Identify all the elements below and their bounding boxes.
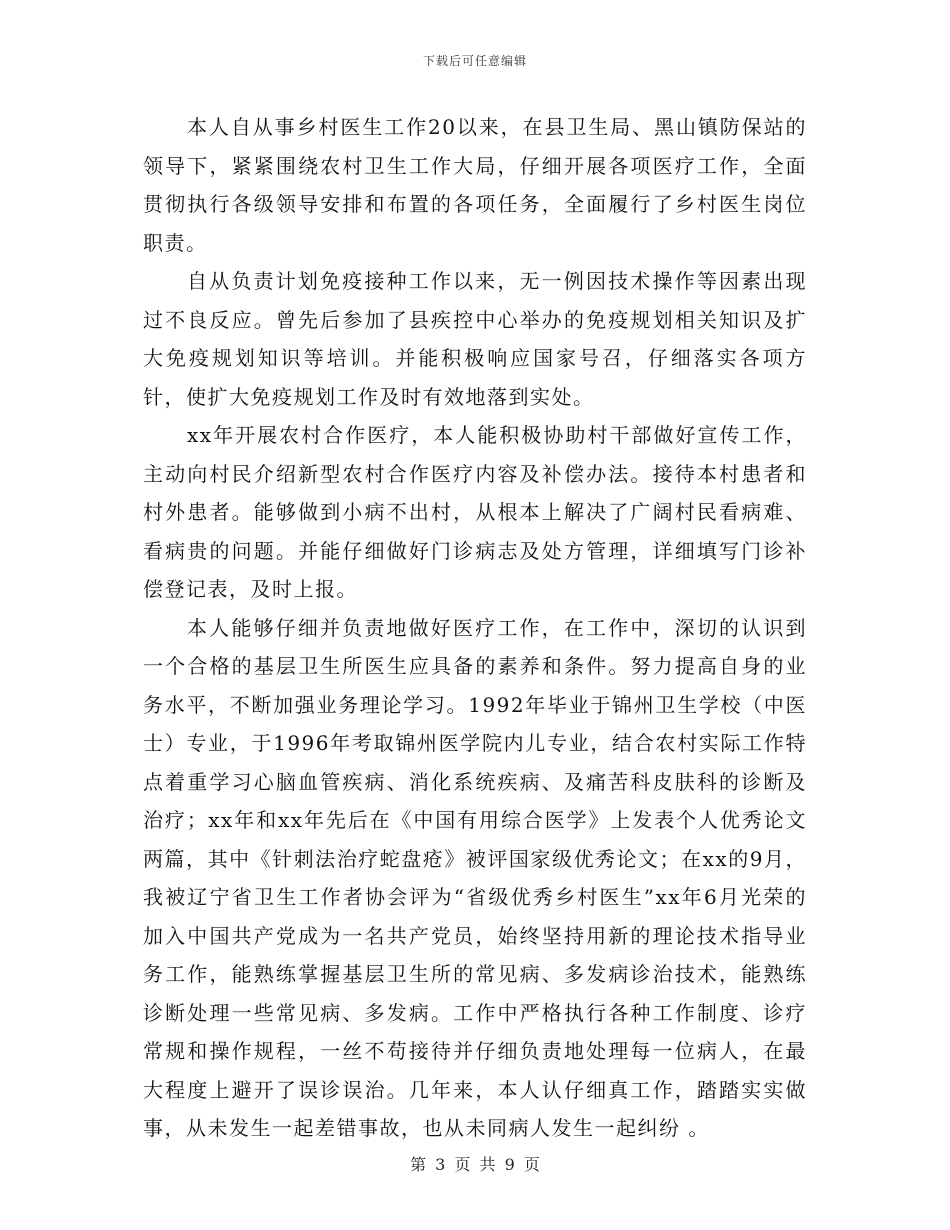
page-footer: 第 3 页 共 9 页 [410, 1155, 540, 1174]
paragraph-2: 自从负责计划免疫接种工作以来，无一例因技术操作等因素出现过不良反应。曾先后参加了县疾控中心举办的免疫规划相关知识及扩大免疫规划知识等培训。并能积极响应国家号召，仔细落实各项方针，使扩大免疫规划工作及时有效地落到实处。 [143, 269, 807, 409]
document-body [143, 108, 807, 1148]
paragraph-4: 本人能够仔细并负责地做好医疗工作，在工作中，深切的认识到一个合格的基层卫生所医生应具备的素养和条件。努力提高自身的业务水平，不断加强业务理论学习。1992年毕业于锦州卫生学校（中医士）专业，于1996年考取锦州医学院内儿专业，结合农村实际工作特点着重学习心脑血管疾病、消化系统疾病、及痛苦科皮肤科的诊断及治疗；xx年和xx年先后在《中国有用综合医学》上发表个人优秀论文两篇，其中《针刺法治疗蛇盘疮》被评国家级优秀论文；在xx的9月，我被辽宁省卫生工作者协会评为“省级优秀乡村医生”xx年6月光荣的加入中国共产党成为一名共产党员，始终坚持用新的理论技术指导业务工作，能熟练掌握基层卫生所的常见病、多发病诊治技术，能熟练诊断处理一些常见病、多发病。工作中严格执行各种工作制度、诊疗常规和操作规程，一丝不苟接待并仔细负责地处理每一位病人，在最大程度上避开了误诊误治。几年来，本人认仔细真工作，踏踏实实做事，从未发生一起差错事故，也从未同病人发生一起纠纷 。 [143, 615, 807, 1140]
page-header: 下载后可任意编辑 [422, 54, 527, 68]
paragraph-1: 本人自从事乡村医生工作20以来，在县卫生局、黑山镇防保站的领导下，紧紧围绕农村卫生工作大局，仔细开展各项医疗工作，全面贯彻执行各级领导安排和布置的各项任务，全面履行了乡村医生岗位职责。 [143, 115, 807, 255]
paragraph-3: xx年开展农村合作医疗，本人能积极协助村干部做好宣传工作，主动向村民介绍新型农村合作医疗内容及补偿办法。接待本村患者和村外患者。能够做到小病不出村，从根本上解决了广阔村民看病难、看病贵的问题。并能仔细做好门诊病志及处方管理，详细填写门诊补偿登记表，及时上报。 [143, 423, 807, 601]
